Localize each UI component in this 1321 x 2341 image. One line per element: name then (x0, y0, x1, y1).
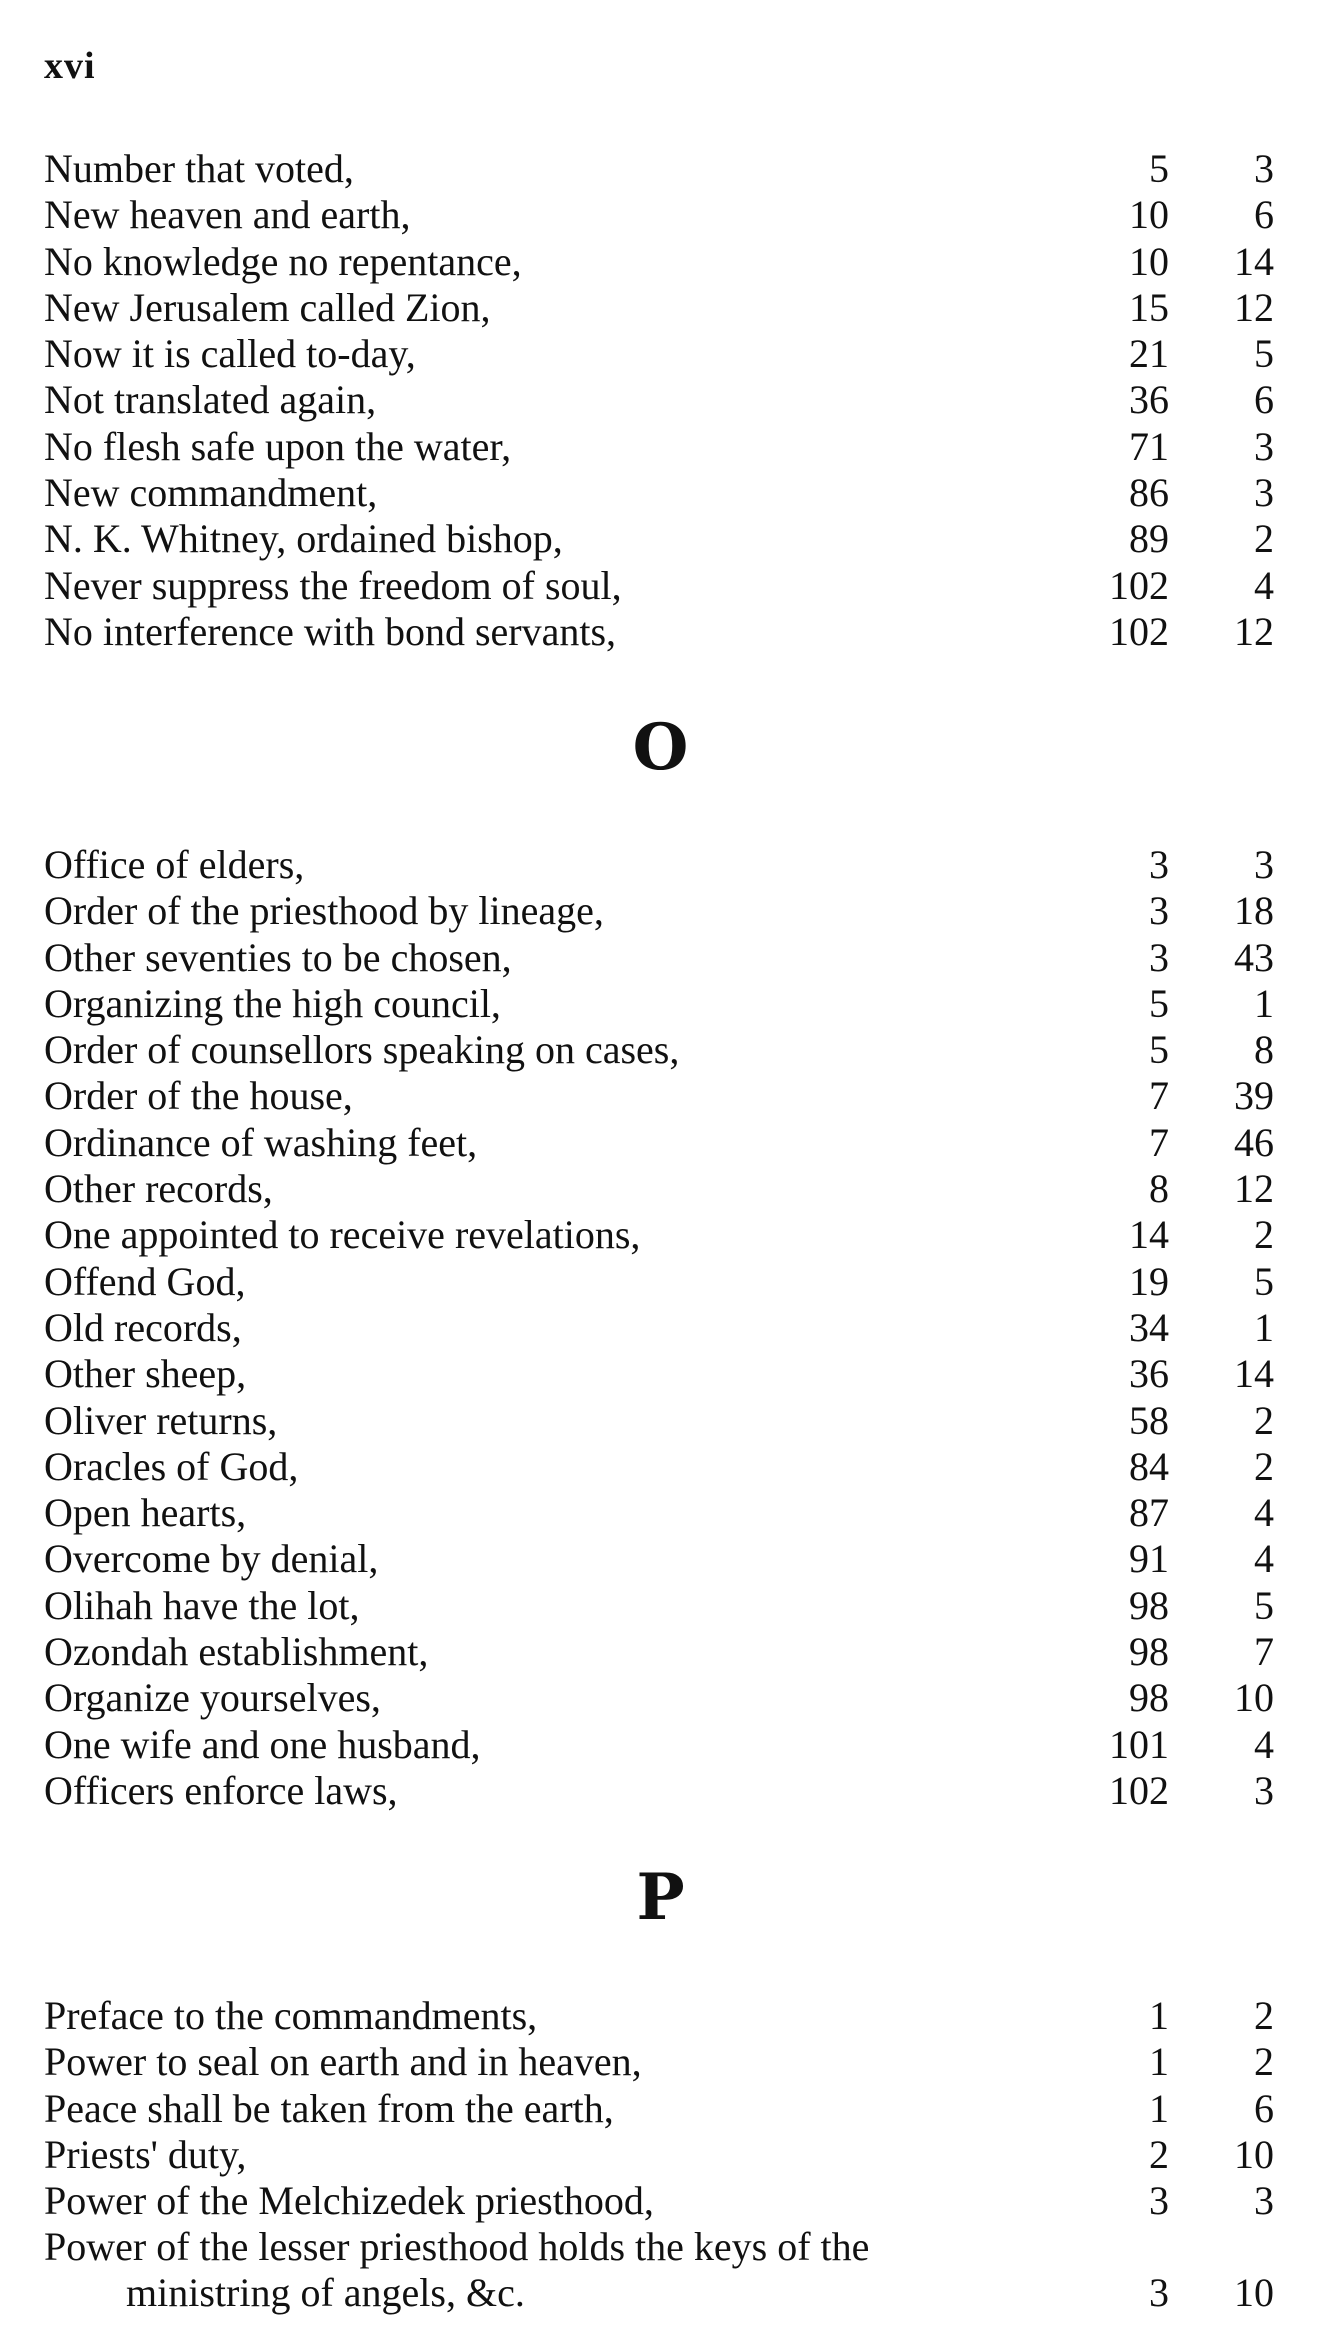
entry-section-number: 98 (1129, 1629, 1169, 1675)
index-entry (44, 888, 1274, 934)
index-entry (44, 1993, 1274, 2039)
index-entry (44, 842, 1274, 888)
entry-section-number: 84 (1129, 1443, 1169, 1489)
entry-label: Peace shall be taken from the earth, (44, 2085, 614, 2131)
index-entry (44, 935, 1274, 981)
index-section-p (44, 1993, 1274, 2316)
entry-label: Office of elders, (44, 842, 305, 887)
index-entry (44, 2178, 1274, 2224)
entry-label: Ozondah establishment, (44, 1629, 429, 1675)
entry-section-number: 87 (1129, 1490, 1169, 1536)
entry-section-number: 14 (1129, 1212, 1169, 1258)
entry-paragraph-number: 3 (1254, 470, 1274, 516)
entry-section-number: 3 (1149, 2178, 1169, 2224)
entry-label: Officers enforce laws, (44, 1767, 398, 1813)
entry-paragraph-number: 2 (1254, 1212, 1274, 1258)
entry-label: Organizing the high council, (44, 980, 501, 1026)
entry-label: Other seventies to be chosen, (44, 934, 512, 980)
entry-paragraph-number: 1 (1254, 980, 1274, 1026)
entry-paragraph-number: 6 (1254, 192, 1274, 238)
index-entry (44, 377, 1274, 423)
entry-label: No interference with bond servants, (44, 608, 617, 654)
entry-paragraph-number: 3 (1254, 842, 1274, 887)
entry-label: Ordinance of washing feet, (44, 1119, 478, 1165)
page-number: xvi (44, 45, 96, 87)
entry-label: No flesh safe upon the water, (44, 423, 512, 469)
index-entry (44, 1351, 1274, 1397)
entry-paragraph-number: 3 (1254, 146, 1274, 191)
entry-label: Now it is called to-day, (44, 331, 416, 377)
entry-section-number: 3 (1149, 842, 1169, 887)
entry-paragraph-number: 2 (1254, 1397, 1274, 1443)
index-entry (44, 1212, 1274, 1258)
entry-section-number: 10 (1129, 238, 1169, 284)
entry-label: New commandment, (44, 470, 378, 516)
entry-paragraph-number: 12 (1234, 284, 1274, 330)
entry-label: Order of the house, (44, 1073, 353, 1119)
index-entry (44, 1166, 1274, 1212)
index-entry (44, 516, 1274, 562)
index-section-n (44, 146, 1274, 655)
entry-label (44, 2224, 869, 2316)
entry-paragraph-number: 46 (1234, 1119, 1274, 1165)
entry-paragraph-number: 2 (1254, 1443, 1274, 1489)
entry-label: New Jerusalem called Zion, (44, 284, 491, 330)
index-section-o (44, 842, 1274, 1814)
entry-section-number: 91 (1129, 1536, 1169, 1582)
entry-section-number: 36 (1129, 377, 1169, 423)
entry-section-number: 3 (1149, 2270, 1169, 2316)
entry-section-number: 98 (1129, 1582, 1169, 1628)
index-entry (44, 2224, 1274, 2316)
entry-paragraph-number: 5 (1254, 1258, 1274, 1304)
entry-paragraph-number: 3 (1254, 2178, 1274, 2224)
entry-paragraph-number: 2 (1254, 1993, 1274, 2038)
index-entry (44, 146, 1274, 192)
index-entry (44, 1027, 1274, 1073)
entry-section-number: 86 (1129, 470, 1169, 516)
index-entry (44, 1629, 1274, 1675)
index-entry (44, 2086, 1274, 2132)
entry-paragraph-number: 39 (1234, 1073, 1274, 1119)
entry-label: Power of the Melchizedek priesthood, (44, 2178, 654, 2224)
entry-label: One appointed to receive revelations, (44, 1212, 641, 1258)
entry-paragraph-number: 4 (1254, 1490, 1274, 1536)
entry-paragraph-number: 4 (1254, 1721, 1274, 1767)
entry-paragraph-number: 6 (1254, 377, 1274, 423)
entry-section-number: 5 (1149, 980, 1169, 1026)
entry-paragraph-number: 2 (1254, 2039, 1274, 2085)
entry-section-number: 5 (1149, 1027, 1169, 1073)
index-entry (44, 1490, 1274, 1536)
entry-paragraph-number: 14 (1234, 1351, 1274, 1397)
entry-paragraph-number: 12 (1234, 608, 1274, 654)
entry-label: No knowledge no repentance, (44, 238, 522, 284)
entry-paragraph-number: 3 (1254, 423, 1274, 469)
entry-section-number: 8 (1149, 1166, 1169, 1212)
entry-section-number: 34 (1129, 1304, 1169, 1350)
entry-label: Order of counsellors speaking on cases, (44, 1027, 680, 1073)
entry-label: Never suppress the freedom of soul, (44, 562, 622, 608)
entry-label: One wife and one husband, (44, 1721, 481, 1767)
entry-section-number: 7 (1149, 1073, 1169, 1119)
entry-section-number: 1 (1149, 1993, 1169, 2038)
index-entry (44, 1583, 1274, 1629)
index-entry (44, 331, 1274, 377)
entry-label-line: Power of the lesser priesthood holds the keys of the (44, 2224, 870, 2270)
index-entry (44, 1073, 1274, 1119)
entry-section-number: 36 (1129, 1351, 1169, 1397)
entry-paragraph-number: 10 (1234, 2131, 1274, 2177)
entry-label: Other records, (44, 1166, 273, 1212)
entry-label: Not translated again, (44, 377, 377, 423)
entry-section-number: 71 (1129, 423, 1169, 469)
index-entry (44, 563, 1274, 609)
entry-paragraph-number: 4 (1254, 1536, 1274, 1582)
entry-paragraph-number: 2 (1254, 516, 1274, 562)
index-entry (44, 424, 1274, 470)
index-entry (44, 192, 1274, 238)
entry-paragraph-number: 8 (1254, 1027, 1274, 1073)
entry-paragraph-number: 6 (1254, 2085, 1274, 2131)
entry-section-number: 1 (1149, 2039, 1169, 2085)
entry-label: Priests' duty, (44, 2131, 247, 2177)
entry-paragraph-number: 18 (1234, 888, 1274, 934)
entry-section-number: 58 (1129, 1397, 1169, 1443)
entry-paragraph-number: 10 (1234, 1675, 1274, 1721)
index-entry (44, 2039, 1274, 2085)
entry-paragraph-number: 5 (1254, 331, 1274, 377)
entry-paragraph-number: 1 (1254, 1304, 1274, 1350)
entry-section-number: 102 (1109, 562, 1169, 608)
entry-section-number: 21 (1129, 331, 1169, 377)
index-entry (44, 981, 1274, 1027)
entry-label: N. K. Whitney, ordained bishop, (44, 516, 563, 562)
entry-section-number: 10 (1129, 192, 1169, 238)
index-entry (44, 1120, 1274, 1166)
entry-label: Preface to the commandments, (44, 1993, 538, 2038)
section-heading-o: O (632, 710, 689, 785)
index-entry (44, 1768, 1274, 1814)
entry-section-number: 3 (1149, 934, 1169, 980)
entry-label: Oliver returns, (44, 1397, 278, 1443)
entry-section-number: 102 (1109, 608, 1169, 654)
entry-section-number: 98 (1129, 1675, 1169, 1721)
index-entry (44, 609, 1274, 655)
index-entry (44, 1305, 1274, 1351)
entry-label: Number that voted, (44, 146, 354, 191)
entry-label: Power to seal on earth and in heaven, (44, 2039, 642, 2085)
entry-label: Offend God, (44, 1258, 246, 1304)
entry-label: Old records, (44, 1304, 242, 1350)
index-entry (44, 1536, 1274, 1582)
entry-paragraph-number: 7 (1254, 1629, 1274, 1675)
entry-label: Open hearts, (44, 1490, 247, 1536)
index-entry (44, 1444, 1274, 1490)
entry-label: Organize yourselves, (44, 1675, 381, 1721)
index-entry (44, 239, 1274, 285)
entry-section-number: 2 (1149, 2131, 1169, 2177)
entry-section-number: 3 (1149, 888, 1169, 934)
index-entry (44, 1675, 1274, 1721)
entry-section-number: 101 (1109, 1721, 1169, 1767)
entry-paragraph-number: 3 (1254, 1767, 1274, 1813)
entry-section-number: 5 (1149, 146, 1169, 191)
entry-section-number: 1 (1149, 2085, 1169, 2131)
entry-section-number: 7 (1149, 1119, 1169, 1165)
entry-paragraph-number: 14 (1234, 238, 1274, 284)
entry-section-number: 89 (1129, 516, 1169, 562)
section-heading-p: P (636, 1860, 685, 1935)
index-entry (44, 1398, 1274, 1444)
entry-section-number: 15 (1129, 284, 1169, 330)
index-entry (44, 2132, 1274, 2178)
index-entry (44, 1259, 1274, 1305)
entry-paragraph-number: 43 (1234, 934, 1274, 980)
entry-label: Overcome by denial, (44, 1536, 379, 1582)
entry-section-number: 102 (1109, 1767, 1169, 1813)
entry-paragraph-number: 4 (1254, 562, 1274, 608)
index-entry (44, 285, 1274, 331)
entry-paragraph-number: 5 (1254, 1582, 1274, 1628)
entry-label: Other sheep, (44, 1351, 247, 1397)
entry-label: Order of the priesthood by lineage, (44, 888, 604, 934)
entry-paragraph-number: 12 (1234, 1166, 1274, 1212)
entry-label: Olihah have the lot, (44, 1582, 360, 1628)
entry-label: New heaven and earth, (44, 192, 411, 238)
index-entry (44, 1722, 1274, 1768)
entry-label: Oracles of God, (44, 1443, 299, 1489)
index-entry (44, 470, 1274, 516)
entry-paragraph-number: 10 (1234, 2270, 1274, 2316)
entry-label-continuation: ministring of angels, &c. (126, 2270, 525, 2316)
entry-section-number: 19 (1129, 1258, 1169, 1304)
